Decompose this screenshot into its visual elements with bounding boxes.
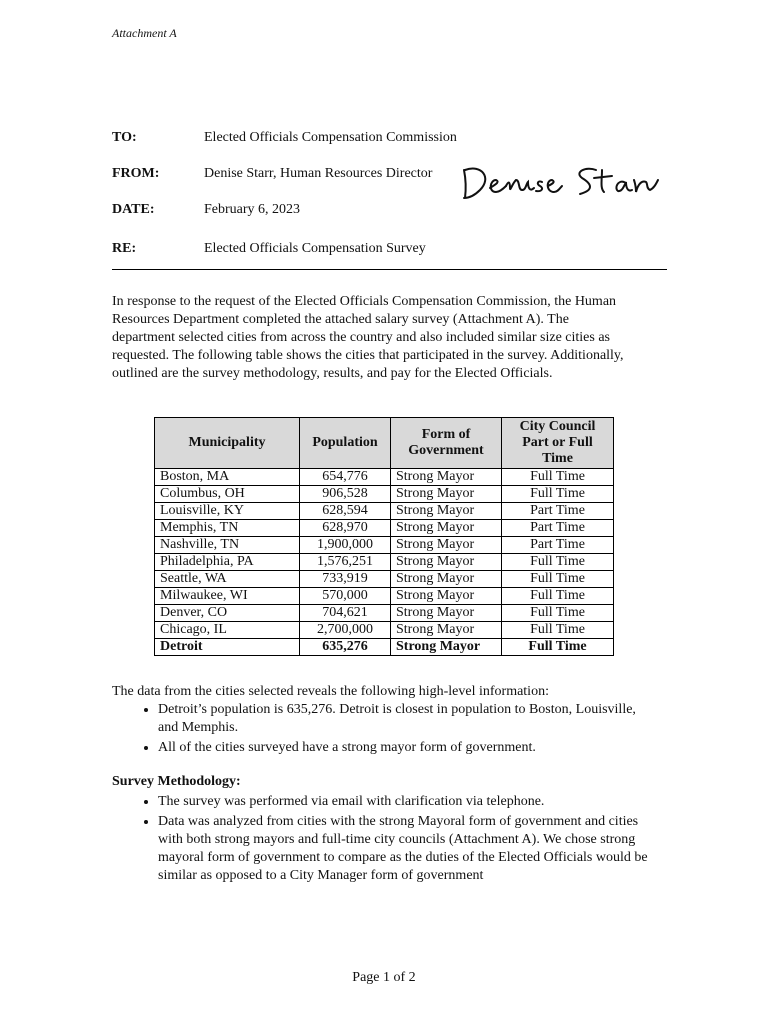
cell-council: Full Time xyxy=(502,469,614,486)
table-row xyxy=(155,537,614,554)
re-value: Elected Officials Compensation Survey xyxy=(204,241,426,256)
cell-municipality: Milwaukee, WI xyxy=(155,588,300,605)
list-item: • All of the cities surveyed have a strong mayor form of government. xyxy=(158,739,658,757)
cell-municipality: Philadelphia, PA xyxy=(155,554,300,571)
cell-population: 2,700,000 xyxy=(300,622,391,639)
cell-government: Strong Mayor xyxy=(391,469,502,486)
cell-government: Strong Mayor xyxy=(391,503,502,520)
cell-municipality: Denver, CO xyxy=(155,605,300,622)
table-row xyxy=(155,588,614,605)
intro-paragraph: In response to the request of the Elected Officials Compensation Commission, the Human Resources Department completed the attached salary survey (Attachment A). The department selected cities from across the country and also included similar size cities as requested. The following table shows the cities that participated in the survey. Additionally, outlined are the survey methodology, results, and pay for the Elected Officials. xyxy=(112,294,624,381)
cell-council: Full Time xyxy=(502,486,614,503)
to-label: TO: xyxy=(112,130,137,145)
cell-population: 733,919 xyxy=(300,571,391,588)
methodology-list xyxy=(134,793,658,887)
cell-council: Full Time xyxy=(502,554,614,571)
cell-population: 628,594 xyxy=(300,503,391,520)
table-row xyxy=(155,469,614,486)
survey-table xyxy=(154,417,614,656)
from-value: Denise Starr, Human Resources Director xyxy=(204,166,433,181)
from-label: FROM: xyxy=(112,166,160,181)
signature-image xyxy=(456,158,666,202)
cell-council: Full Time xyxy=(502,605,614,622)
cell-council: Full Time xyxy=(502,639,614,656)
cell-government: Strong Mayor xyxy=(391,554,502,571)
list-item: • Detroit’s population is 635,276. Detroit is closest in population to Boston, Louisville, and Memphis. xyxy=(158,701,658,737)
findings-intro: The data from the cities selected reveals the following high-level information: xyxy=(112,684,549,699)
page-number: Page 1 of 2 xyxy=(352,970,416,985)
cell-municipality: Louisville, KY xyxy=(155,503,300,520)
table-row-detroit xyxy=(155,639,614,656)
cell-municipality: Columbus, OH xyxy=(155,486,300,503)
cell-council: Full Time xyxy=(502,622,614,639)
cell-municipality: Chicago, IL xyxy=(155,622,300,639)
cell-municipality: Nashville, TN xyxy=(155,537,300,554)
cell-council: Part Time xyxy=(502,537,614,554)
header-city-council: City Council Part or Full Time xyxy=(502,418,614,469)
date-value: February 6, 2023 xyxy=(204,202,301,217)
table-row xyxy=(155,571,614,588)
attachment-label: Attachment A xyxy=(112,26,177,40)
re-label: RE: xyxy=(112,241,137,256)
header-form-of-government: Form of Government xyxy=(391,418,502,469)
cell-population: 1,900,000 xyxy=(300,537,391,554)
cell-government: Strong Mayor xyxy=(391,571,502,588)
date-label: DATE: xyxy=(112,202,155,217)
cell-government: Strong Mayor xyxy=(391,537,502,554)
cell-municipality: Seattle, WA xyxy=(155,571,300,588)
cell-council: Full Time xyxy=(502,571,614,588)
cell-government: Strong Mayor xyxy=(391,639,502,656)
cell-municipality: Boston, MA xyxy=(155,469,300,486)
table-row xyxy=(155,486,614,503)
cell-municipality: Detroit xyxy=(155,639,300,656)
cell-council: Part Time xyxy=(502,503,614,520)
cell-population: 906,528 xyxy=(300,486,391,503)
list-item: • Data was analyzed from cities with the strong Mayoral form of government and cities with both strong mayors and full-time city councils (Attachment A). We chose strong mayoral form of government to compare as the duties of the Elected Officials would be similar as opposed to a City Manager form of government xyxy=(158,813,658,885)
header-municipality: Municipality xyxy=(155,418,300,469)
cell-population: 1,576,251 xyxy=(300,554,391,571)
methodology-title: Survey Methodology: xyxy=(112,774,241,789)
table-row xyxy=(155,554,614,571)
to-value: Elected Officials Compensation Commission xyxy=(204,130,457,145)
table-row xyxy=(155,605,614,622)
cell-government: Strong Mayor xyxy=(391,605,502,622)
cell-population: 570,000 xyxy=(300,588,391,605)
cell-government: Strong Mayor xyxy=(391,622,502,639)
header-divider xyxy=(112,269,667,270)
list-item: • The survey was performed via email with clarification via telephone. xyxy=(158,793,658,811)
cell-government: Strong Mayor xyxy=(391,588,502,605)
table-row xyxy=(155,622,614,639)
table-header-row xyxy=(155,418,614,469)
cell-council: Part Time xyxy=(502,520,614,537)
cell-population: 628,970 xyxy=(300,520,391,537)
findings-list xyxy=(134,701,658,759)
cell-population: 704,621 xyxy=(300,605,391,622)
cell-council: Full Time xyxy=(502,588,614,605)
cell-municipality: Memphis, TN xyxy=(155,520,300,537)
table-row xyxy=(155,503,614,520)
cell-population: 654,776 xyxy=(300,469,391,486)
header-population: Population xyxy=(300,418,391,469)
cell-government: Strong Mayor xyxy=(391,520,502,537)
table-row xyxy=(155,520,614,537)
cell-population: 635,276 xyxy=(300,639,391,656)
cell-government: Strong Mayor xyxy=(391,486,502,503)
